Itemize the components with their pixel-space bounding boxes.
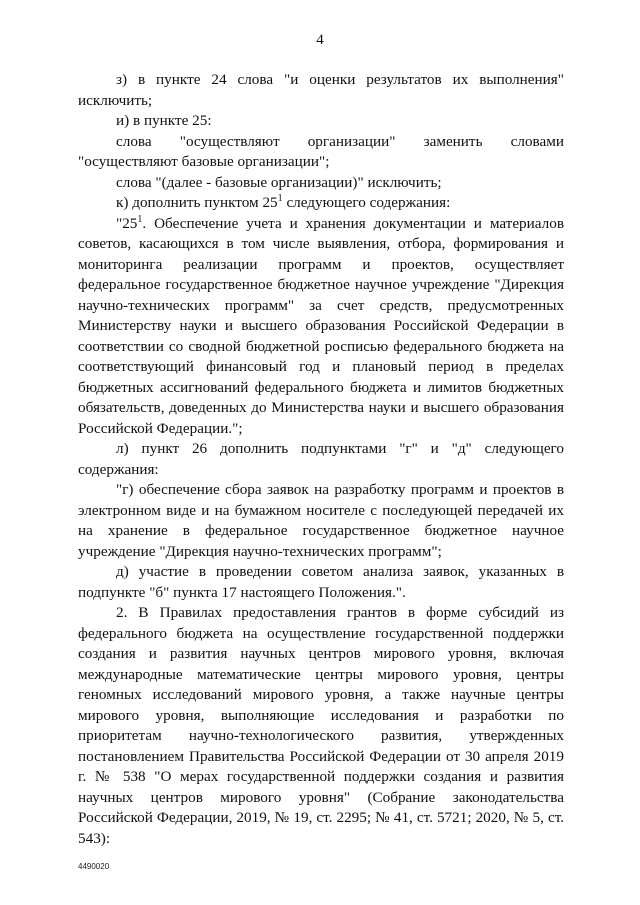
item-k-sup: 1 [277,192,283,204]
clause-25-1-pre: "25 [116,214,138,232]
clause-25-1 [78,214,564,440]
item-k-pre: к) дополнить пунктом 25 [116,194,278,211]
subitem-g: "г) обеспечение сбора заявок на разработку программ и проектов в электронном виде и на бумажном носителе с последующей передачей их на хранение в федеральное государственное бюджетное научное учреждение "Дирекция научно-технических программ"; [78,481,564,560]
item-k-post: следующего содержания: [282,194,451,211]
section-2: 2. В Правилах предоставления грантов в форме субсидий из федерального бюджета на осуществление государственной поддержки создания и развития научных центров мирового уровня, включая международные математические центры мирового уровня, центры геномных исследований мирового уровня, а также научные центры мирового уровня, выполняющие исследования и разработки по приоритетам научно-технологического развития, утвержденных постановлением Правительства Российской Федерации от 30 апреля 2019 г. № 538 "О мерах государственной поддержки создания и развития научных центров мирового уровня" (Собрание законодательства Российской Федерации, 2019, № 19, ст. 2295; № 41, ст. 5721; 2020, № 5, ст. 543): [78,604,564,847]
item-i: и) в пункте 25: [116,112,212,129]
subitem-d: д) участие в проведении советом анализа заявок, указанных в подпункте "б" пункта 17 настоящего Положения.". [78,563,564,601]
item-z: з) в пункте 24 слова "и оценки результатов их выполнения" исключить; [78,71,564,109]
clause-25-1-sup: 1 [137,213,143,225]
document-code: 4490020 [78,862,110,871]
item-l: л) пункт 26 дополнить подпунктами "г" и "д" следующего содержания: [78,440,564,478]
page-number: 4 [316,32,324,48]
item-i-words: слова "осуществляют организации" заменить словами "осуществляют базовые организации"; [78,132,564,170]
clause-25-1-text: . Обеспечение учета и хранения документации и материалов советов, касающихся в том числе выявления, отбора, формирования и мониторинга реализации программ и проектов, осуществляет федеральное государственное бюджетное научное учреждение "Дирекция научно-технических программ" за счет средств, предусмотренных Министерству науки и высшего образования Российской Федерации в соответствии со сводной бюджетной росписью федерального бюджета на соответствующий финансовый год и плановый период в пределах бюджетных ассигнований федерального бюджета и лимитов бюджетных обязательств, доведенных до Министерства науки и высшего образования Российской Федерации."; [78,214,564,437]
document-body [78,70,564,849]
item-i-exclude: слова "(далее - базовые организации)" исключить; [116,173,442,191]
item-k [78,193,564,214]
